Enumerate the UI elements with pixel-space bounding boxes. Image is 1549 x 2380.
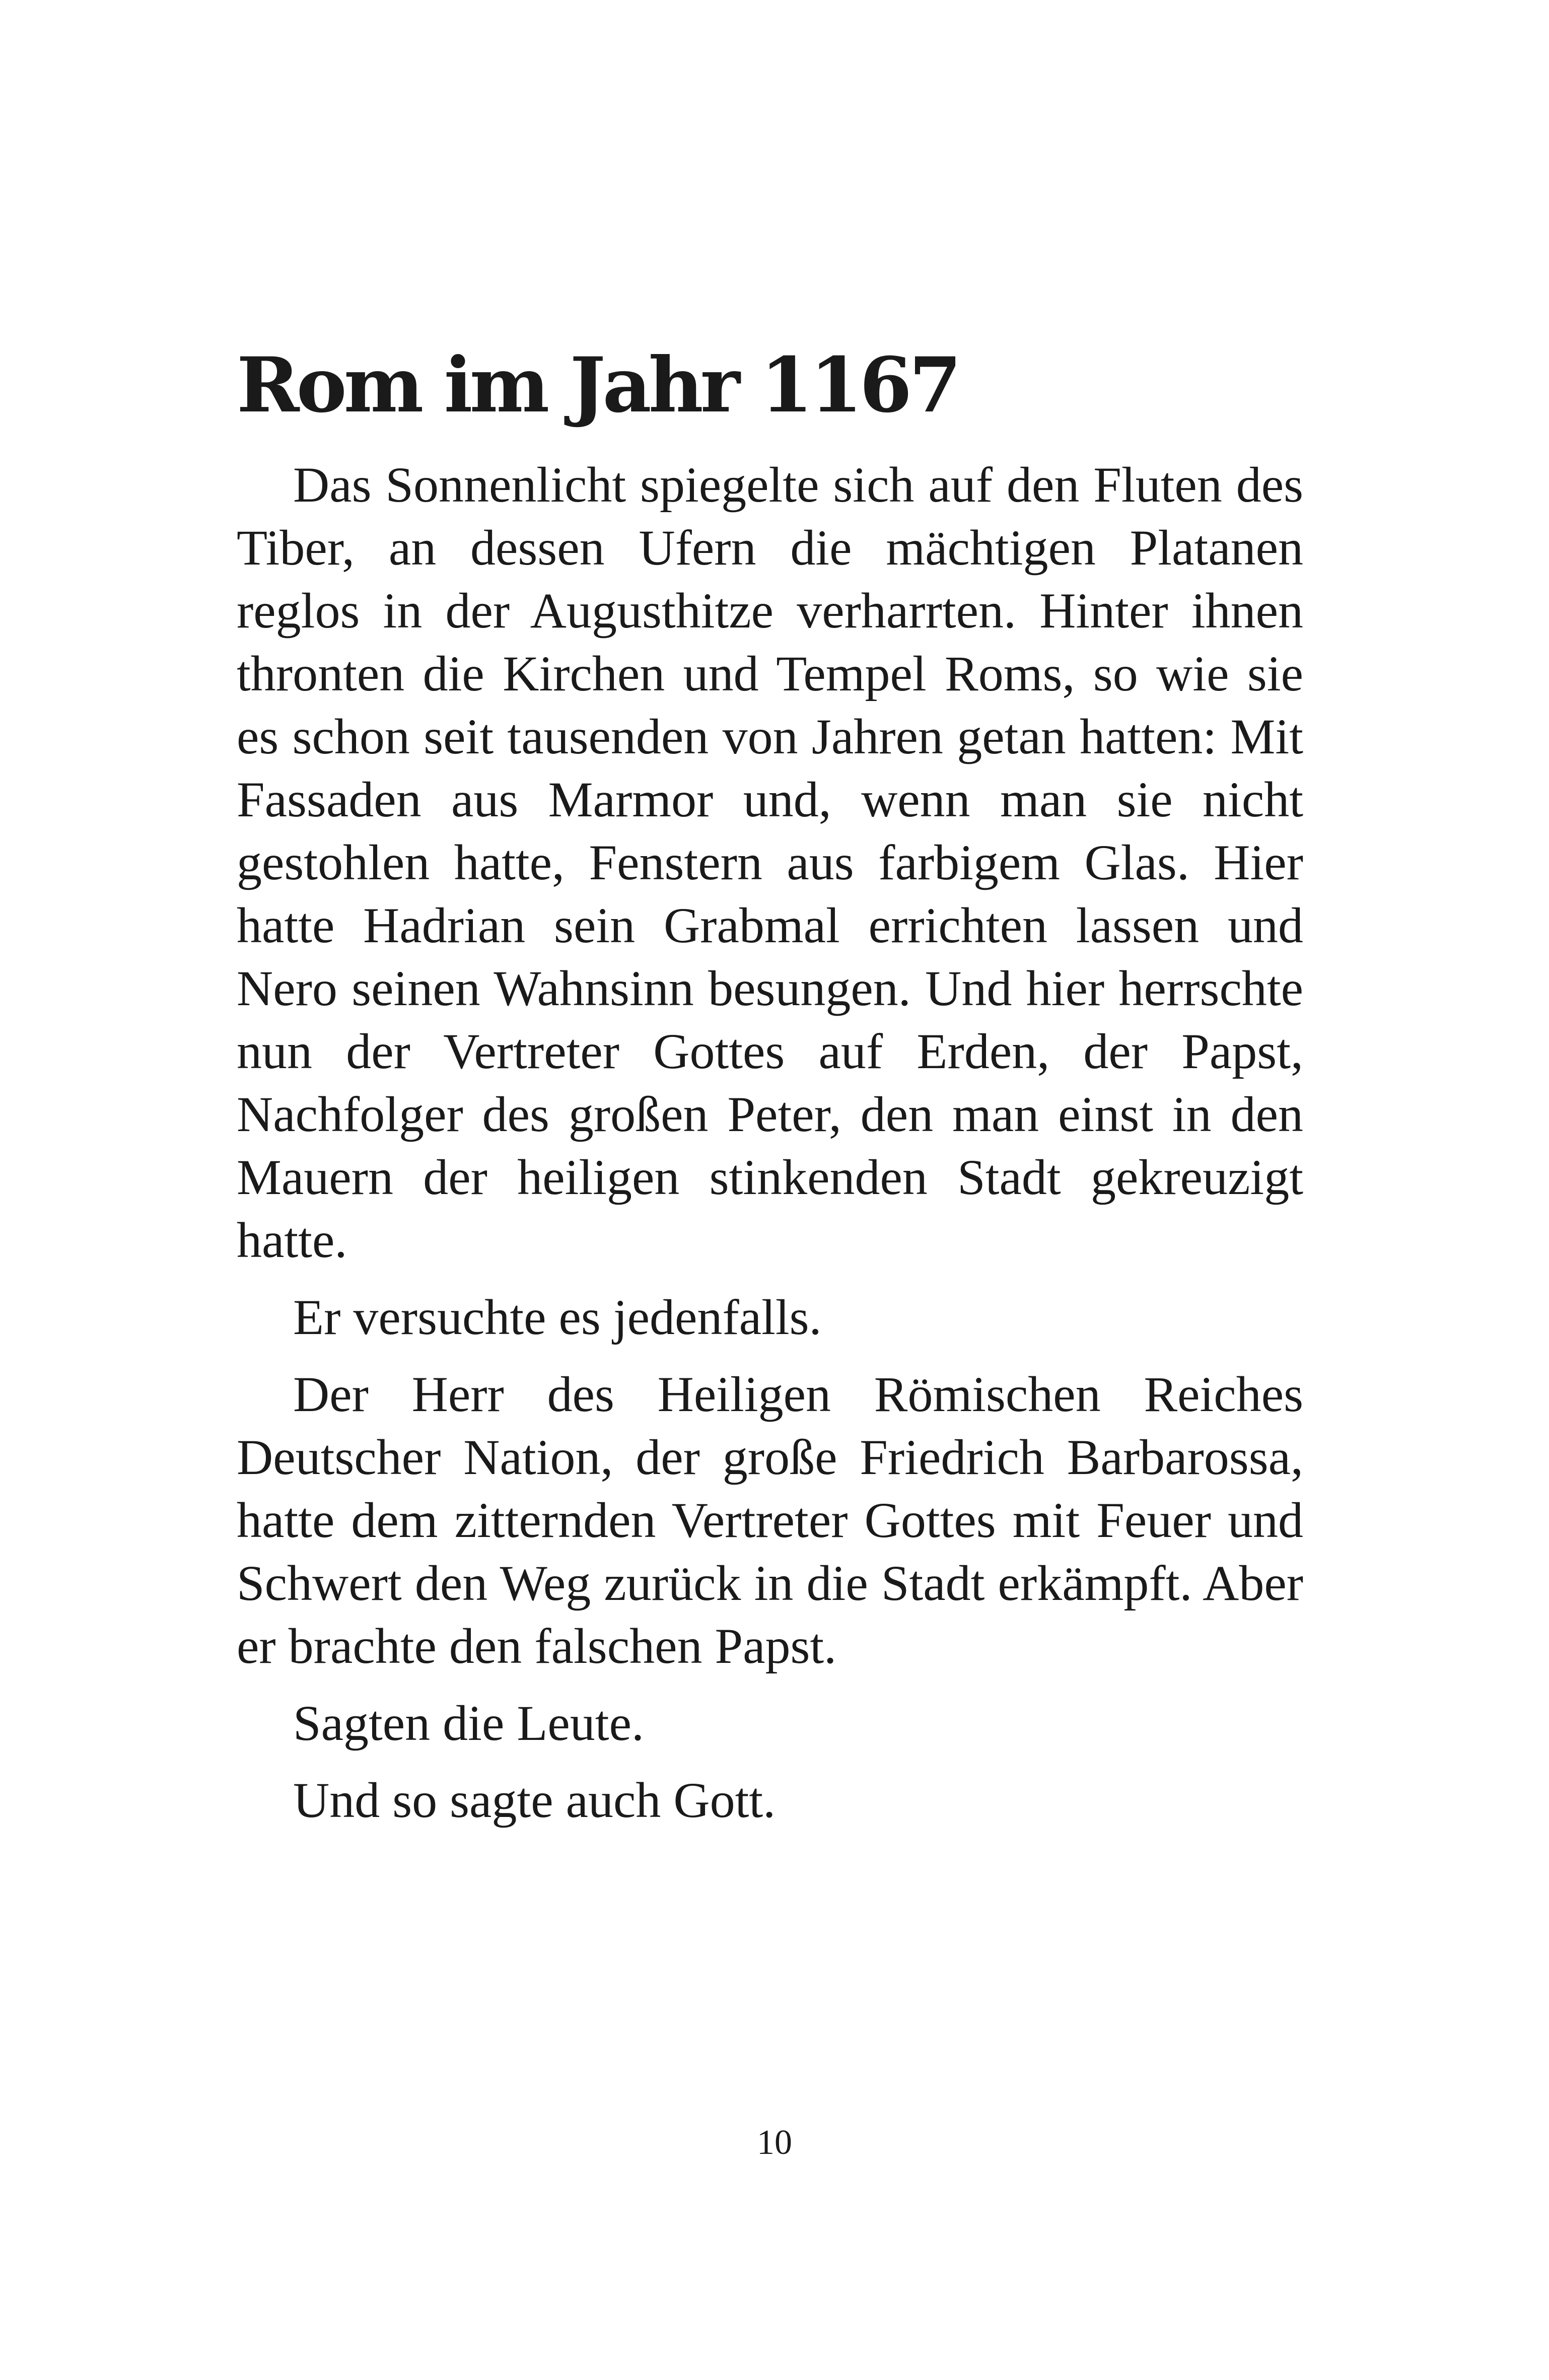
paragraph-1: Das Sonnenlicht spiegelte sich auf den Fluten des Tiber, an dessen Ufern die mächtigen Platanen reglos in der Augusthitze verharrten. Hinter ihnen thronten die Kirchen und Tempel Roms, so wie sie es schon seit tausenden von Jahren getan hatten: Mit Fassaden aus Marmor und, wenn man sie nicht gestohlen hatte, Fenstern aus farbigem Glas. Hier hatte Hadrian sein Grabmal errichten lassen und Nero seinen Wahnsinn besungen. Und hier herrschte nun der Vertreter Gottes auf Erden, der Papst, Nachfolger des großen Peter, den man einst in den Mauern der heiligen stinkenden Stadt gekreuzigt hatte. — [237, 457, 1303, 1268]
paragraph-2: Er versuchte es jedenfalls. — [293, 1289, 822, 1345]
page-number: 10 — [757, 2123, 792, 2162]
paragraph-3: Der Herr des Heiligen Römischen Reiches Deutscher Nation, der große Friedrich Barbarossa, hatte dem zitternden Vertreter Gottes mit Feuer und Schwert den Weg zurück in die Stadt erkämpft. Aber er brachte den falschen Papst. — [237, 1366, 1303, 1674]
chapter-title: Rom im Jahr 1167 — [237, 341, 959, 430]
text-block — [237, 341, 1303, 1832]
body-text — [237, 453, 1303, 1832]
paragraph-5: Und so sagte auch Gott. — [293, 1772, 776, 1828]
paragraph-4: Sagten die Leute. — [293, 1695, 644, 1751]
